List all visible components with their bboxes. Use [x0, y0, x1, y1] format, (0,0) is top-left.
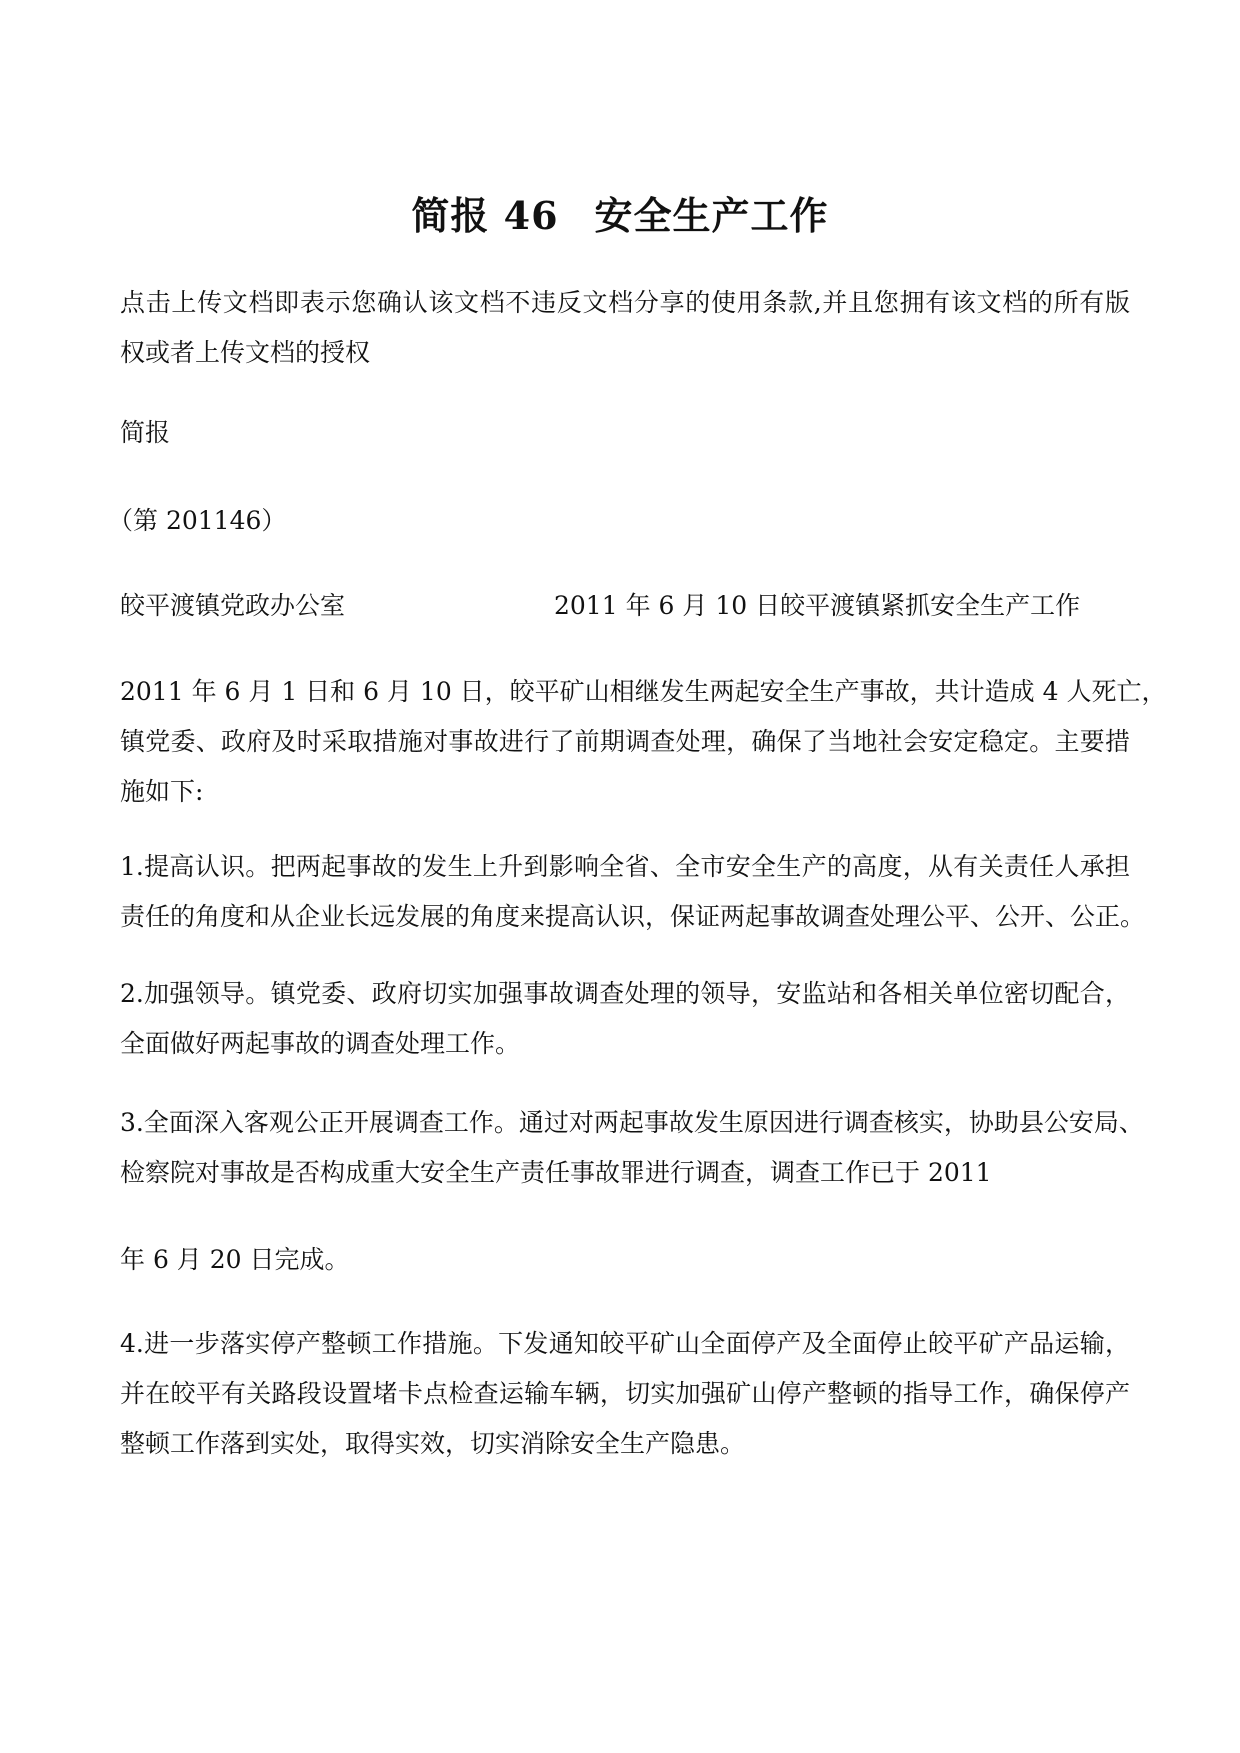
title-subject: 安全生产工作 [594, 193, 829, 238]
measure-item-4 [120, 1319, 1130, 1469]
bulletin-header [120, 581, 1130, 631]
intro-paragraph [120, 667, 1167, 817]
notice-line: 点击上传文档即表示您确认该文档不违反文档分享的使用条款,并且您拥有该文档的所有版 [120, 288, 1130, 317]
paragraph-line: 3.全面深入客观公正开展调查工作。通过对两起事故发生原因进行调查核实，协助县公安局、 [120, 1108, 1144, 1137]
paragraph-line: 责任的角度和从企业长远发展的角度来提高认识，保证两起事故调查处理公平、公开、公正。 [120, 902, 1146, 931]
title-number: 简报 46 [411, 193, 559, 238]
upload-notice [120, 278, 1130, 378]
paragraph-line: 镇党委、政府及时采取措施对事故进行了前期调查处理，确保了当地社会安定稳定。主要措 [120, 727, 1130, 756]
paragraph-line: 4.进一步落实停产整顿工作措施。下发通知皎平矿山全面停产及全面停止皎平矿产品运输， [120, 1329, 1130, 1358]
notice-line: 权或者上传文档的授权 [120, 338, 371, 367]
date-and-headline: 2011 年 6 月 10 日皎平渡镇紧抓安全生产工作 [554, 591, 1081, 620]
document-title [0, 192, 1240, 240]
paragraph-line: 并在皎平有关路段设置堵卡点检查运输车辆，切实加强矿山停产整顿的指导工作，确保停产 [120, 1379, 1130, 1408]
measure-item-2 [120, 969, 1130, 1069]
measure-item-3-continued: 年 6 月 20 日完成。 [120, 1245, 350, 1274]
measure-item-1 [120, 842, 1146, 942]
paragraph-line: 整顿工作落到实处，取得实效，切实消除安全生产隐患。 [120, 1429, 746, 1458]
paragraph-line: 施如下: [120, 777, 204, 806]
paragraph-line: 2011 年 6 月 1 日和 6 月 10 日，皎平矿山相继发生两起安全生产事故，共计造成 4 人死亡， [120, 677, 1167, 706]
paragraph-line: 检察院对事故是否构成重大安全生产责任事故罪进行调查，调查工作已于 2011 [120, 1158, 992, 1187]
paragraph-line: 1.提高认识。把两起事故的发生上升到影响全省、全市安全生产的高度，从有关责任人承担 [120, 852, 1130, 881]
issuing-office: 皎平渡镇党政办公室 [120, 591, 346, 620]
bulletin-label: 简报 [120, 418, 171, 447]
paragraph-line: 全面做好两起事故的调查处理工作。 [120, 1029, 521, 1058]
paragraph-line: 2.加强领导。镇党委、政府切实加强事故调查处理的领导，安监站和各相关单位密切配合， [120, 979, 1130, 1008]
measure-item-3 [120, 1098, 1144, 1198]
issue-number: （第 201146） [108, 506, 287, 535]
